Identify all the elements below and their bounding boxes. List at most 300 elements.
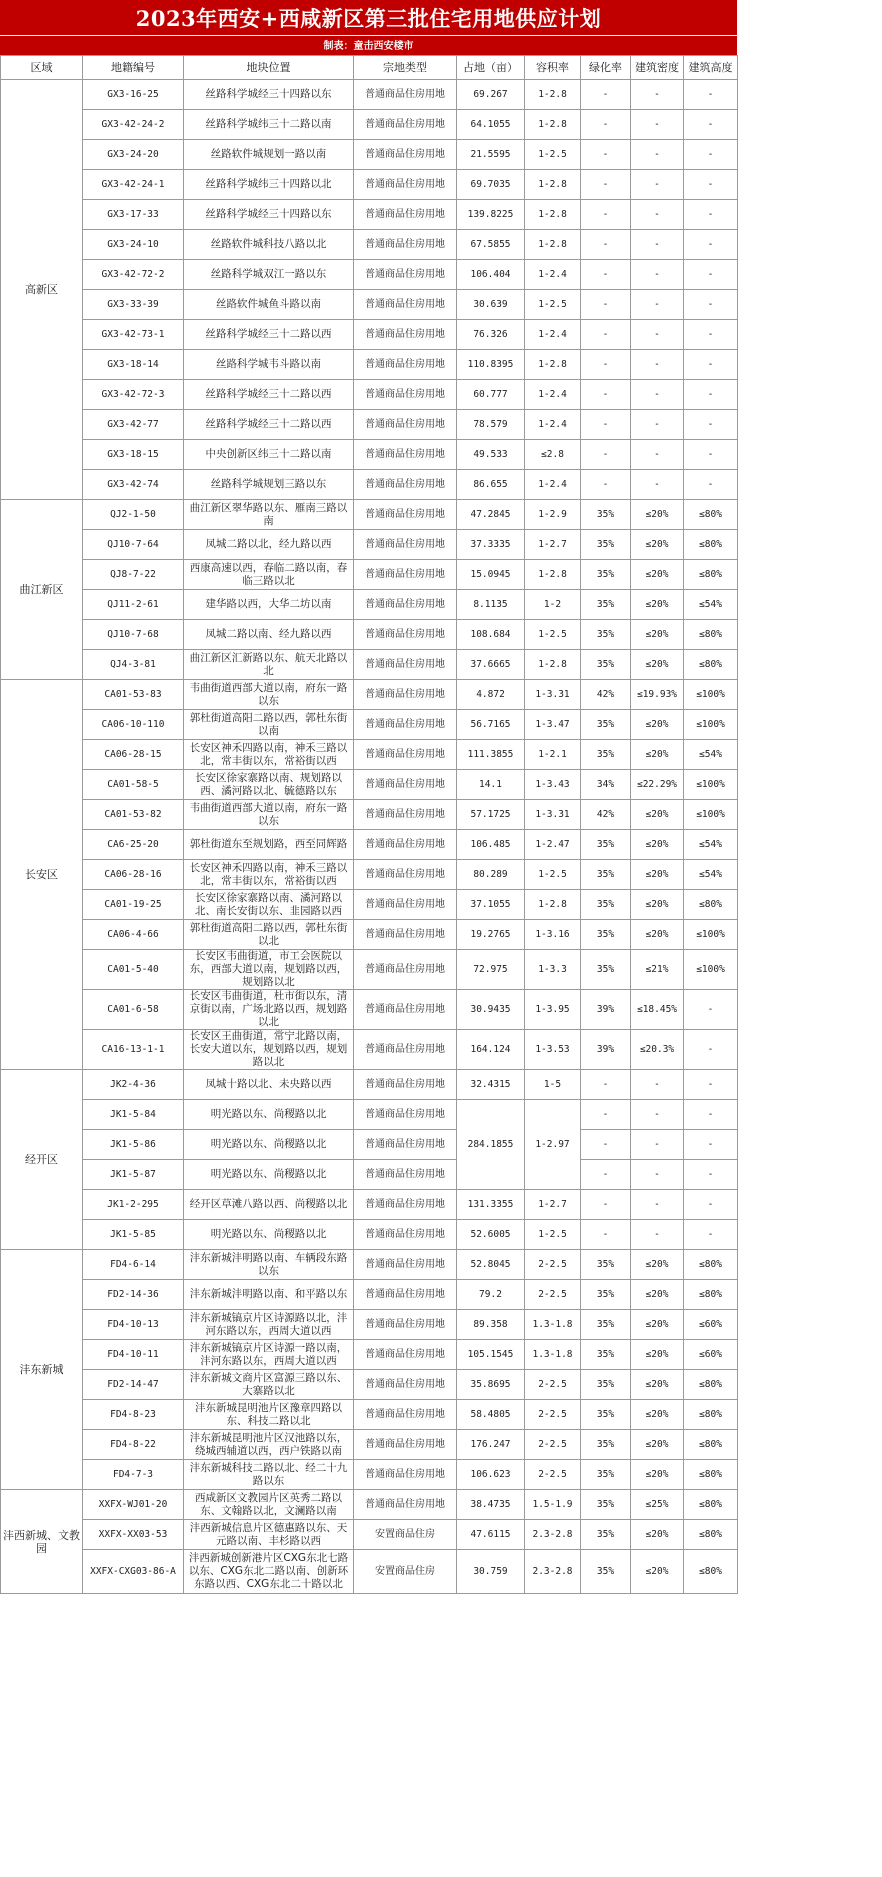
far-cell: 1-5 <box>525 1070 581 1100</box>
land-type-cell: 普通商品住房用地 <box>354 1400 457 1430</box>
green-rate-cell: 35% <box>581 890 631 920</box>
far-cell: 2-2.5 <box>525 1370 581 1400</box>
height-cell: ≤100% <box>684 800 738 830</box>
far-cell: 1-3.95 <box>525 990 581 1030</box>
parcel-location-cell: 韦曲街道西部大道以南，府东一路以东 <box>184 800 354 830</box>
parcel-code-cell: FD2-14-36 <box>83 1280 184 1310</box>
parcel-code-cell: GX3-42-24-1 <box>83 170 184 200</box>
area-cell: 37.6665 <box>457 650 525 680</box>
land-type-cell: 普通商品住房用地 <box>354 890 457 920</box>
area-cell: 47.6115 <box>457 1520 525 1550</box>
density-cell: - <box>631 410 684 440</box>
parcel-code-cell: JK1-5-85 <box>83 1220 184 1250</box>
density-cell: ≤20% <box>631 920 684 950</box>
density-cell: ≤20.3% <box>631 1030 684 1070</box>
density-cell: - <box>631 1160 684 1190</box>
far-cell: 1-2 <box>525 590 581 620</box>
table-row <box>1 170 738 200</box>
table-row <box>1 770 738 800</box>
far-cell: 1-2.97 <box>525 1100 581 1190</box>
far-cell: 1-3.47 <box>525 710 581 740</box>
height-cell: - <box>684 1100 738 1130</box>
density-cell: ≤20% <box>631 590 684 620</box>
table-row <box>1 1340 738 1370</box>
land-type-cell: 普通商品住房用地 <box>354 1430 457 1460</box>
density-cell: - <box>631 170 684 200</box>
table-row <box>1 860 738 890</box>
land-type-cell: 普通商品住房用地 <box>354 1250 457 1280</box>
far-cell: 1.3-1.8 <box>525 1340 581 1370</box>
density-cell: ≤22.29% <box>631 770 684 800</box>
land-type-cell: 普通商品住房用地 <box>354 440 457 470</box>
density-cell: ≤20% <box>631 860 684 890</box>
far-cell: 1-3.3 <box>525 950 581 990</box>
parcel-code-cell: FD4-10-11 <box>83 1340 184 1370</box>
parcel-code-cell: JK1-2-295 <box>83 1190 184 1220</box>
area-cell: 21.5595 <box>457 140 525 170</box>
green-rate-cell: - <box>581 290 631 320</box>
area-cell: 30.759 <box>457 1550 525 1594</box>
density-cell: - <box>631 260 684 290</box>
height-cell: - <box>684 470 738 500</box>
table-row <box>1 1550 738 1594</box>
far-cell: 2.3-2.8 <box>525 1520 581 1550</box>
density-cell: ≤20% <box>631 1340 684 1370</box>
density-cell: - <box>631 140 684 170</box>
area-cell: 108.684 <box>457 620 525 650</box>
far-cell: 1-2.7 <box>525 1190 581 1220</box>
far-cell: 1-2.4 <box>525 320 581 350</box>
density-cell: ≤20% <box>631 710 684 740</box>
parcel-location-cell: 沣东新城昆明池片区豫章四路以东、科技二路以北 <box>184 1400 354 1430</box>
table-row <box>1 620 738 650</box>
table-row <box>1 1190 738 1220</box>
height-cell: ≤60% <box>684 1340 738 1370</box>
parcel-location-cell: 郭杜街道东至规划路，西至同辉路 <box>184 830 354 860</box>
land-type-cell: 普通商品住房用地 <box>354 110 457 140</box>
land-type-cell: 安置商品住房 <box>354 1520 457 1550</box>
area-cell: 67.5855 <box>457 230 525 260</box>
land-type-cell: 普通商品住房用地 <box>354 1220 457 1250</box>
parcel-location-cell: 郭杜街道高阳二路以西，郭杜东街以北 <box>184 920 354 950</box>
land-type-cell: 普通商品住房用地 <box>354 1130 457 1160</box>
area-cell: 52.8045 <box>457 1250 525 1280</box>
table-row <box>1 1460 738 1490</box>
parcel-location-cell: 中央创新区纬三十二路以南 <box>184 440 354 470</box>
header-density: 建筑密度 <box>631 56 684 80</box>
far-cell: 1.5-1.9 <box>525 1490 581 1520</box>
area-cell: 15.0945 <box>457 560 525 590</box>
table-row <box>1 380 738 410</box>
density-cell: - <box>631 110 684 140</box>
green-rate-cell: 39% <box>581 990 631 1030</box>
far-cell: 1-3.16 <box>525 920 581 950</box>
land-type-cell: 普通商品住房用地 <box>354 290 457 320</box>
land-type-cell: 普通商品住房用地 <box>354 350 457 380</box>
density-cell: ≤20% <box>631 1520 684 1550</box>
land-type-cell: 普通商品住房用地 <box>354 920 457 950</box>
header-far: 容积率 <box>525 56 581 80</box>
land-type-cell: 普通商品住房用地 <box>354 650 457 680</box>
area-cell: 164.124 <box>457 1030 525 1070</box>
land-type-cell: 普通商品住房用地 <box>354 1160 457 1190</box>
table-maker-note: 制表：童击西安楼市 <box>0 35 737 52</box>
table-row <box>1 110 738 140</box>
height-cell: ≤80% <box>684 500 738 530</box>
height-cell: - <box>684 350 738 380</box>
parcel-code-cell: FD4-6-14 <box>83 1250 184 1280</box>
green-rate-cell: - <box>581 110 631 140</box>
land-type-cell: 普通商品住房用地 <box>354 380 457 410</box>
table-header-row <box>1 56 738 80</box>
parcel-location-cell: 沣西新城创新港片区CXG东北七路以东、CXG东北二路以南、创新环东路以西、CXG东北二十路以北 <box>184 1550 354 1594</box>
parcel-location-cell: 明光路以东、尚稷路以北 <box>184 1130 354 1160</box>
parcel-code-cell: GX3-24-10 <box>83 230 184 260</box>
parcel-location-cell: 丝路科学城经三十二路以西 <box>184 410 354 440</box>
density-cell: ≤20% <box>631 890 684 920</box>
parcel-code-cell: FD2-14-47 <box>83 1370 184 1400</box>
district-cell: 沣西新城、文教园 <box>1 1490 83 1594</box>
area-cell: 37.1055 <box>457 890 525 920</box>
parcel-code-cell: QJ10-7-68 <box>83 620 184 650</box>
green-rate-cell: 35% <box>581 1310 631 1340</box>
table-row <box>1 80 738 110</box>
height-cell: - <box>684 110 738 140</box>
green-rate-cell: 35% <box>581 830 631 860</box>
green-rate-cell: 35% <box>581 1490 631 1520</box>
land-type-cell: 普通商品住房用地 <box>354 800 457 830</box>
far-cell: 1-2.5 <box>525 290 581 320</box>
parcel-code-cell: CA16-13-1-1 <box>83 1030 184 1070</box>
far-cell: 1-2.5 <box>525 860 581 890</box>
table-row <box>1 470 738 500</box>
green-rate-cell: - <box>581 1190 631 1220</box>
area-cell: 76.326 <box>457 320 525 350</box>
parcel-location-cell: 沣东新城科技二路以北、经二十九路以东 <box>184 1460 354 1490</box>
table-row <box>1 440 738 470</box>
district-cell: 沣东新城 <box>1 1250 83 1490</box>
table-row <box>1 1100 738 1130</box>
area-cell: 176.247 <box>457 1430 525 1460</box>
height-cell: - <box>684 200 738 230</box>
height-cell: ≤54% <box>684 830 738 860</box>
density-cell: - <box>631 350 684 380</box>
parcel-location-cell: 长安区神禾四路以南，神禾三路以北，常丰街以东，常裕街以西 <box>184 740 354 770</box>
land-type-cell: 普通商品住房用地 <box>354 470 457 500</box>
parcel-code-cell: FD4-7-3 <box>83 1460 184 1490</box>
parcel-location-cell: 沣东新城镐京片区诗源路以北，沣河东路以东，西周大道以西 <box>184 1310 354 1340</box>
area-cell: 106.404 <box>457 260 525 290</box>
parcel-code-cell: JK1-5-86 <box>83 1130 184 1160</box>
land-type-cell: 普通商品住房用地 <box>354 1070 457 1100</box>
green-rate-cell: - <box>581 200 631 230</box>
height-cell: - <box>684 140 738 170</box>
table-row <box>1 350 738 380</box>
table-row <box>1 890 738 920</box>
land-type-cell: 普通商品住房用地 <box>354 140 457 170</box>
table-row <box>1 1520 738 1550</box>
green-rate-cell: 39% <box>581 1030 631 1070</box>
green-rate-cell: - <box>581 350 631 380</box>
parcel-location-cell: 丝路科学城双江一路以东 <box>184 260 354 290</box>
density-cell: ≤20% <box>631 560 684 590</box>
land-type-cell: 普通商品住房用地 <box>354 410 457 440</box>
density-cell: ≤21% <box>631 950 684 990</box>
area-cell: 52.6005 <box>457 1220 525 1250</box>
far-cell: 1-2.47 <box>525 830 581 860</box>
height-cell: - <box>684 230 738 260</box>
height-cell: ≤80% <box>684 620 738 650</box>
area-cell: 38.4735 <box>457 1490 525 1520</box>
table-row <box>1 1030 738 1070</box>
far-cell: 1-2.8 <box>525 230 581 260</box>
density-cell: - <box>631 1220 684 1250</box>
parcel-location-cell: 凤城二路以南、经九路以西 <box>184 620 354 650</box>
height-cell: ≤80% <box>684 1520 738 1550</box>
land-type-cell: 普通商品住房用地 <box>354 1460 457 1490</box>
parcel-location-cell: 丝路科学城经三十四路以东 <box>184 200 354 230</box>
parcel-location-cell: 丝路软件城规划一路以南 <box>184 140 354 170</box>
parcel-location-cell: 长安区韦曲街道，市工会医院以东，西部大道以南，规划路以西，规划路以北 <box>184 950 354 990</box>
parcel-location-cell: 沣东新城沣明路以南、和平路以东 <box>184 1280 354 1310</box>
parcel-code-cell: CA01-53-82 <box>83 800 184 830</box>
density-cell: ≤20% <box>631 800 684 830</box>
green-rate-cell: - <box>581 1100 631 1130</box>
parcel-location-cell: 沣东新城文商片区富源三路以东、大寨路以北 <box>184 1370 354 1400</box>
parcel-location-cell: 沣东新城昆明池片区汉池路以东，绕城西辅道以西，西户铁路以南 <box>184 1430 354 1460</box>
land-type-cell: 普通商品住房用地 <box>354 770 457 800</box>
height-cell: ≤60% <box>684 1310 738 1340</box>
green-rate-cell: 35% <box>581 1520 631 1550</box>
area-cell: 30.9435 <box>457 990 525 1030</box>
density-cell: ≤20% <box>631 620 684 650</box>
height-cell: - <box>684 260 738 290</box>
far-cell: 1-2.5 <box>525 1220 581 1250</box>
far-cell: 2.3-2.8 <box>525 1550 581 1594</box>
height-cell: - <box>684 1220 738 1250</box>
far-cell: 1-3.43 <box>525 770 581 800</box>
parcel-location-cell: 长安区韦曲街道，杜市街以东，清京街以南，广场北路以西，规划路以北 <box>184 990 354 1030</box>
header-height: 建筑高度 <box>684 56 738 80</box>
land-type-cell: 普通商品住房用地 <box>354 1340 457 1370</box>
far-cell: 1-2.4 <box>525 470 581 500</box>
parcel-code-cell: FD4-8-22 <box>83 1430 184 1460</box>
far-cell: 1-3.31 <box>525 800 581 830</box>
table-row <box>1 320 738 350</box>
height-cell: - <box>684 1070 738 1100</box>
height-cell: ≤80% <box>684 890 738 920</box>
land-type-cell: 普通商品住房用地 <box>354 530 457 560</box>
parcel-code-cell: QJ8-7-22 <box>83 560 184 590</box>
area-cell: 86.655 <box>457 470 525 500</box>
green-rate-cell: - <box>581 470 631 500</box>
far-cell: 1-2.8 <box>525 890 581 920</box>
parcel-code-cell: CA01-53-83 <box>83 680 184 710</box>
parcel-location-cell: 丝路科学城纬三十二路以南 <box>184 110 354 140</box>
parcel-location-cell: 丝路科学城经三十二路以西 <box>184 320 354 350</box>
land-type-cell: 普通商品住房用地 <box>354 1280 457 1310</box>
parcel-code-cell: CA01-5-40 <box>83 950 184 990</box>
parcel-location-cell: 西咸新区文教园片区英秀二路以东、文翰路以北，文澜路以南 <box>184 1490 354 1520</box>
area-cell: 64.1055 <box>457 110 525 140</box>
area-cell: 14.1 <box>457 770 525 800</box>
green-rate-cell: 35% <box>581 1280 631 1310</box>
density-cell: ≤20% <box>631 650 684 680</box>
parcel-location-cell: 丝路科学城经三十四路以东 <box>184 80 354 110</box>
parcel-location-cell: 明光路以东、尚稷路以北 <box>184 1160 354 1190</box>
density-cell: ≤20% <box>631 530 684 560</box>
green-rate-cell: - <box>581 230 631 260</box>
parcel-code-cell: QJ11-2-61 <box>83 590 184 620</box>
far-cell: 1.3-1.8 <box>525 1310 581 1340</box>
parcel-code-cell: CA06-28-16 <box>83 860 184 890</box>
parcel-location-cell: 丝路软件城科技八路以北 <box>184 230 354 260</box>
far-cell: 1-2.7 <box>525 530 581 560</box>
green-rate-cell: - <box>581 260 631 290</box>
parcel-code-cell: GX3-16-25 <box>83 80 184 110</box>
parcel-code-cell: GX3-24-20 <box>83 140 184 170</box>
area-cell: 79.2 <box>457 1280 525 1310</box>
green-rate-cell: 35% <box>581 1250 631 1280</box>
parcel-code-cell: GX3-18-15 <box>83 440 184 470</box>
height-cell: - <box>684 1160 738 1190</box>
table-row <box>1 920 738 950</box>
far-cell: 2-2.5 <box>525 1430 581 1460</box>
green-rate-cell: 42% <box>581 800 631 830</box>
far-cell: 1-2.4 <box>525 260 581 290</box>
table-row <box>1 1130 738 1160</box>
table-row <box>1 1400 738 1430</box>
height-cell: ≤100% <box>684 680 738 710</box>
parcel-code-cell: FD4-10-13 <box>83 1310 184 1340</box>
height-cell: ≤100% <box>684 710 738 740</box>
table-row <box>1 200 738 230</box>
table-row <box>1 800 738 830</box>
parcel-location-cell: 丝路科学城规划三路以东 <box>184 470 354 500</box>
parcel-code-cell: CA06-4-66 <box>83 920 184 950</box>
table-row <box>1 590 738 620</box>
header-green: 绿化率 <box>581 56 631 80</box>
header-area: 占地（亩） <box>457 56 525 80</box>
table-row <box>1 830 738 860</box>
density-cell: - <box>631 1100 684 1130</box>
parcel-location-cell: 沣西新城信息片区德惠路以东、天元路以南、丰杉路以西 <box>184 1520 354 1550</box>
density-cell: ≤20% <box>631 1400 684 1430</box>
land-type-cell: 普通商品住房用地 <box>354 590 457 620</box>
area-cell: 4.872 <box>457 680 525 710</box>
green-rate-cell: - <box>581 440 631 470</box>
parcel-code-cell: GX3-42-24-2 <box>83 110 184 140</box>
area-cell: 19.2765 <box>457 920 525 950</box>
header-district: 区域 <box>1 56 83 80</box>
parcel-location-cell: 丝路软件城鱼斗路以南 <box>184 290 354 320</box>
far-cell: 2-2.5 <box>525 1250 581 1280</box>
height-cell: - <box>684 1190 738 1220</box>
density-cell: - <box>631 1070 684 1100</box>
green-rate-cell: 35% <box>581 560 631 590</box>
land-type-cell: 普通商品住房用地 <box>354 830 457 860</box>
far-cell: 1-2.8 <box>525 110 581 140</box>
green-rate-cell: - <box>581 380 631 410</box>
parcel-location-cell: 沣东新城镐京片区诗源一路以南，沣河东路以东，西周大道以西 <box>184 1340 354 1370</box>
land-type-cell: 安置商品住房 <box>354 1550 457 1594</box>
land-type-cell: 普通商品住房用地 <box>354 170 457 200</box>
far-cell: 1-2.8 <box>525 650 581 680</box>
land-type-cell: 普通商品住房用地 <box>354 620 457 650</box>
district-cell: 曲江新区 <box>1 500 83 680</box>
far-cell: 1-2.1 <box>525 740 581 770</box>
parcel-code-cell: QJ10-7-64 <box>83 530 184 560</box>
height-cell: - <box>684 380 738 410</box>
parcel-location-cell: 长安区王曲街道，常宁北路以南，长安大道以东，规划路以西，规划路以北 <box>184 1030 354 1070</box>
parcel-code-cell: JK1-5-87 <box>83 1160 184 1190</box>
table-row <box>1 1280 738 1310</box>
height-cell: ≤80% <box>684 560 738 590</box>
table-row <box>1 290 738 320</box>
density-cell: ≤20% <box>631 1370 684 1400</box>
green-rate-cell: 35% <box>581 1370 631 1400</box>
green-rate-cell: 35% <box>581 1430 631 1460</box>
area-cell: 57.1725 <box>457 800 525 830</box>
height-cell: ≤80% <box>684 1490 738 1520</box>
district-cell: 经开区 <box>1 1070 83 1250</box>
density-cell: ≤20% <box>631 1250 684 1280</box>
table-row <box>1 1160 738 1190</box>
far-cell: 1-2.8 <box>525 170 581 200</box>
area-cell: 111.3855 <box>457 740 525 770</box>
parcel-code-cell: QJ4-3-81 <box>83 650 184 680</box>
height-cell: - <box>684 410 738 440</box>
area-cell: 35.8695 <box>457 1370 525 1400</box>
height-cell: - <box>684 320 738 350</box>
parcel-location-cell: 西康高速以西，春临二路以南，春临三路以北 <box>184 560 354 590</box>
green-rate-cell: 35% <box>581 590 631 620</box>
land-type-cell: 普通商品住房用地 <box>354 740 457 770</box>
land-type-cell: 普通商品住房用地 <box>354 710 457 740</box>
far-cell: 1-2.8 <box>525 350 581 380</box>
density-cell: - <box>631 380 684 410</box>
height-cell: - <box>684 440 738 470</box>
table-row <box>1 950 738 990</box>
density-cell: ≤20% <box>631 1460 684 1490</box>
height-cell: - <box>684 80 738 110</box>
area-cell: 60.777 <box>457 380 525 410</box>
density-cell: - <box>631 440 684 470</box>
parcel-code-cell: CA6-25-20 <box>83 830 184 860</box>
area-cell: 139.8225 <box>457 200 525 230</box>
table-row <box>1 1370 738 1400</box>
parcel-code-cell: GX3-18-14 <box>83 350 184 380</box>
area-cell: 49.533 <box>457 440 525 470</box>
area-cell: 72.975 <box>457 950 525 990</box>
area-cell: 32.4315 <box>457 1070 525 1100</box>
density-cell: ≤20% <box>631 500 684 530</box>
land-type-cell: 普通商品住房用地 <box>354 500 457 530</box>
land-type-cell: 普通商品住房用地 <box>354 1370 457 1400</box>
table-row <box>1 230 738 260</box>
table-row <box>1 1220 738 1250</box>
density-cell: ≤18.45% <box>631 990 684 1030</box>
green-rate-cell: 42% <box>581 680 631 710</box>
land-type-cell: 普通商品住房用地 <box>354 230 457 260</box>
height-cell: ≤80% <box>684 1430 738 1460</box>
far-cell: 1-2.4 <box>525 410 581 440</box>
page-title: 2023年西安+西咸新区第三批住宅用地供应计划 <box>0 0 737 35</box>
density-cell: ≤20% <box>631 740 684 770</box>
area-cell: 131.3355 <box>457 1190 525 1220</box>
height-cell: ≤80% <box>684 1550 738 1594</box>
parcel-code-cell: JK2-4-36 <box>83 1070 184 1100</box>
